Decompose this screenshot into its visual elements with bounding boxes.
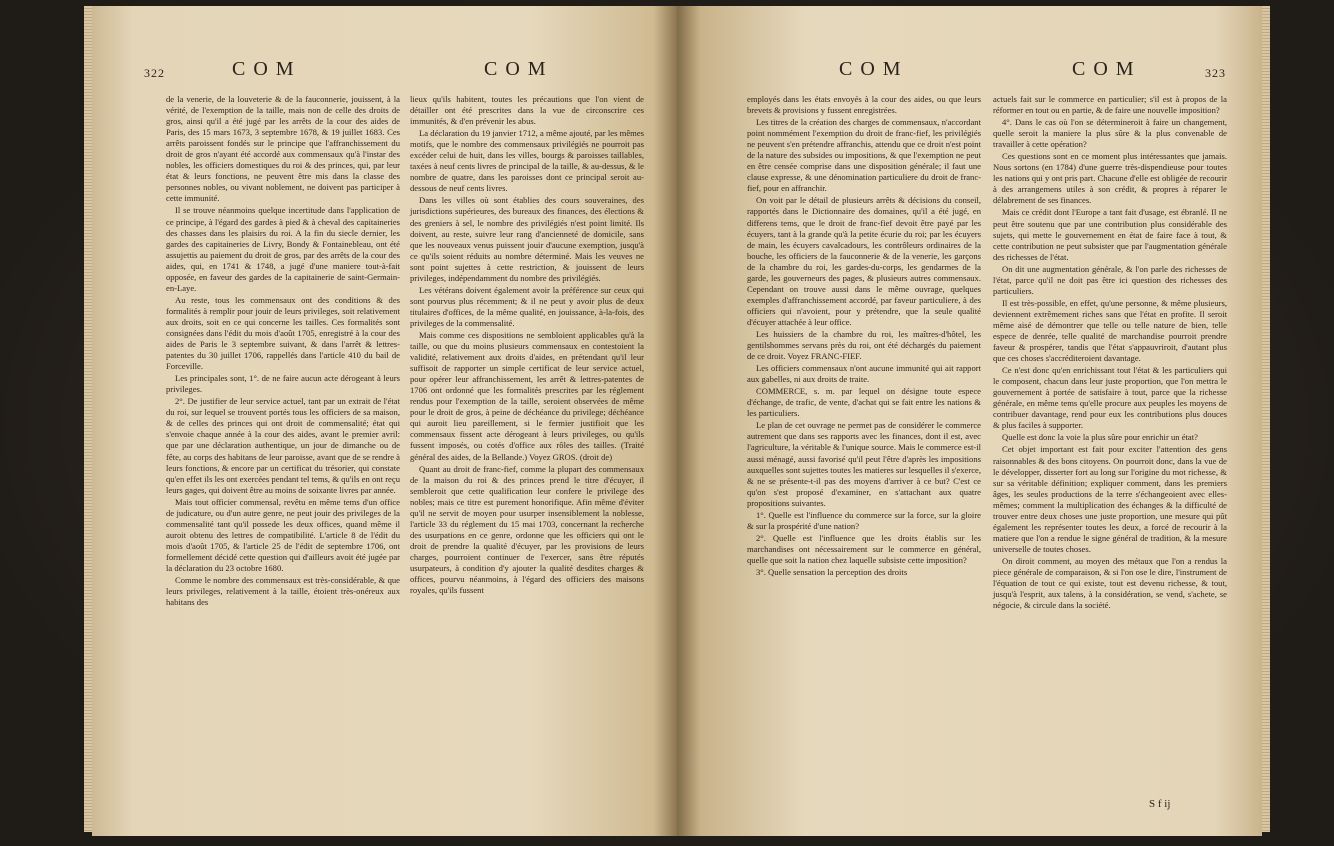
right-column-1 (747, 94, 981, 579)
right-page (677, 6, 1262, 836)
paragraph: employés dans les états envoyés à la cour des aides, ou que leurs brevets & provisions y fussent enregistrées. (747, 94, 981, 116)
right-fore-edge (1262, 6, 1270, 832)
paragraph: 3°. Quelle sensation la perception des droits (756, 566, 908, 577)
paragraph: COMMERCE, s. m. par lequel on désigne toute espece d'échange, de trafic, de vente, d'achat qui se fait entre les nations & les particuliers. (747, 386, 981, 419)
paragraph: 2°. De justifier de leur service actuel, tant par un extrait de l'état du roi, sur lequel se trouvent portés tous les officiers de sa maison, & de celles des princes qui ont droit de commensalité; état qui s'envoie chaque année à la cour des aides, avant le premier avril: que par une déclaration authentique, un jour de dimanche ou de fête, au corps des habitans de leur paroisse, avant que de se rendre à leurs fonctions, & encore par un certificat du trésorier, qui constate qu'en effet ils les ont exercées pendant tel tems, & qu'ils en ont reçu leurs gages, qui doivent être au moins de soixante livres par année. (166, 396, 400, 495)
right-running-head: COM (1072, 58, 1142, 80)
paragraph: Il se trouve néanmoins quelque incertitude dans l'application de ce principe, à l'égard des gardes à pied & à cheval des capitaineries des chasses dans les plaisirs du roi. A la fin du siecle dernier, les gardes des capitaineries de Livry, Bondy & Fontainebleau, ont été assujettis au paiement du droit de gros, par des arrêts de la cour des aides, qui, en 1741 & 1748, a jugé d'une maniere tout-à-fait opposée, en faveur des gardes de la capitainerie de saint-Germain-en-Laye. (166, 205, 400, 293)
paragraph: Ces questions sont en ce moment plus intéressantes que jamais. Nous sortons (en 1784) d'une guerre très-dispendieuse pour toutes les nations qui y ont pris part. Chacune d'elle est obligée de recourir à des arrangemens utiles à son crédit, & propres à réparer le délabrement de ses finances. (993, 151, 1227, 206)
paragraph: Les huissiers de la chambre du roi, les maîtres-d'hôtel, les gentilshommes servans près du roi, ont été déchargés du paiement de ce droit. Voyez FRANC-FIEF. (747, 328, 981, 362)
right-running-head-left: COM (839, 58, 909, 80)
paragraph: Quelle est donc la voie la plus sûre pour enrichir un état? (1002, 432, 1198, 443)
paragraph: Les officiers commensaux n'ont aucune immunité qui ait rapport aux gabelles, ni aux droits de traite. (747, 363, 981, 385)
left-running-head-right: COM (484, 58, 554, 80)
paragraph: Dans les villes où sont établies des cours souveraines, des jurisdictions supérieures, des bureaux des finances, des élections & des greniers à sel, le nombre des privilégiés n'est point limité. Ils doivent, au reste, suivre leur rang d'ancienneté de domicile, sans que les nouveaux venus puissent jouir d'aucune exemption, jusqu'à ce qu'ils soient réduits au nombre déterminé. Mais les veuves ne sont point sujettes à cette restriction, & jouissent de leurs privileges, indépendamment du nombre des privilégiés. (410, 195, 644, 283)
paragraph: lieux qu'ils habitent, toutes les précautions que l'on vient de détailler ont été prescrites dans la vue de circonscrire ces immunités, & d'en prévenir les abus. (410, 94, 644, 127)
left-page (92, 6, 677, 836)
paragraph: 4°. Dans le cas où l'on se détermineroit à faire un changement, quelle seroit la maniere la plus sûre & la plus convenable de travailler à cette opération? (993, 117, 1227, 150)
paragraph: On dit une augmentation générale, & l'on parle des richesses de l'état, parce qu'il ne doit pas être ici question des richesses des particuliers. (993, 263, 1227, 296)
right-column-2 (993, 94, 1227, 612)
paragraph: 2°. Quelle est l'influence que les droits établis sur les marchandises ont nécessairement sur le commerce en général, quelle que soit la nation chez laquelle subsiste cette imposition? (747, 532, 981, 565)
paragraph: Il est très-possible, en effet, qu'une personne, & même plusieurs, deviennent extrêmement riches sans que l'état en profite. Il seroit même aisé de démontrer que telle ou telle nature de bien, telle espece de denrée, telle qualité de marchandise pourroit prendre faveur & prospérer, tandis que l'état s'appauvriroit, d'autant plus que ces choses s'accréditeroient davantage. (993, 297, 1227, 364)
paragraph: Au reste, tous les commensaux ont des conditions & des formalités à remplir pour jouir de leurs privileges, soit relativement aux droits, soit en ce qui concerne les tailles. Ces formalités sont consignées dans l'édit du mois d'août 1705, enregistré à la cour des aides de Paris le 3 septembre suivant, & dans l'arrêt & lettres-patentes du 30 juillet 1706, rappellés dans l'article 410 du bail de Forceville. (166, 294, 400, 372)
paragraph: Mais comme ces dispositions ne sembloient applicables qu'à la taille, ou que du moins plusieurs commensaux en contestoient la validité, relativement aux droits d'aides, en prétendant qu'il leur suffisoit de rapporter un simple certificat de leur service actuel, pour opérer leur affranchissement, les arrêt & lettres-patentes de 1706 ont ordonné que les formalités prescrites par les réglement rendus pour l'exemption de la taille, seroient observées de même pour le droit de gros, à peine de déchéance du privilege; déchéance qui auroit lieu pareillement, si le fermier justifioit que les commensaux fissent acte dérogeant à leurs privileges, ou qu'ils fussent imposés, ou cotés d'office aux rôles des tailles. (Traité général des aides, de la Bellande.) Voyez GROS. (droit de) (410, 329, 644, 462)
paragraph: Cet objet important est fait pour exciter l'attention des gens raisonnables & des bons citoyens. On pourroit donc, dans la vue de le développer, disserter fort au long sur l'origine du mot richesse, & sur sa véritable définition; expliquer comment, dans les premiers âges, les seules productions de la terre s'échangeoient avec elles-mêmes; comment la multiplication des échanges & la difficulté de trouver entre deux choses une juste proportion, une mesure qui pût également les représenter toutes les deux, a forcé de recourir à la matiere que l'on a rendue le signe général de tradition, & la mesure universelle de toutes choses. (993, 444, 1227, 554)
paragraph: 1°. Quelle est l'influence du commerce sur la force, sur la gloire & sur la prospérité d'une nation? (747, 509, 981, 531)
paragraph: Les principales sont, 1°. de ne faire aucun acte dérogeant à leurs privileges. (166, 373, 400, 395)
paragraph: Le plan de cet ouvrage ne permet pas de considérer le commerce autrement que dans ses rapports avec les finances, dont il est, avec l'agriculture, la véritable & l'unique source. Mais le commerce est-il aussi ménagé, aussi favorisé qu'il peut l'être d'après les impositions auxquelles sont sujettes toutes les matieres sur lesquelles il s'exerce, & ne se présente-t-il pas des moyens d'arriver à ce but? C'est ce qu'on s'est proposé d'examiner, en s'attachant aux quatre propositions suivantes. (747, 420, 981, 508)
left-column-1 (166, 94, 400, 609)
open-book (92, 6, 1262, 836)
signature-mark: S f ij (1149, 798, 1171, 810)
paragraph: Les titres de la création des charges de commensaux, n'accordant point nommément l'exemption du droit de franc-fief, les privilégiés ne peuvent s'en prétendre affranchis, attendu que ce droit n'est point de la nature des subsides ou impositions, & que l'exemption ne peut en être censée comprise dans une disposition générale; il faut une clause expresse, & une dénomination particuliere du droit de franc-fief, pour en affranchir. (747, 117, 981, 194)
paragraph: Mais tout officier commensal, revêtu en même tems d'un office de judicature, ou d'un autre genre, ne peut jouir des privileges de la commensalité tant qu'il possede les deux offices, quand même il auroit obtenu des lettres de compatibilité. L'article 8 de l'édit du mois d'août 1705, & l'article 25 de l'édit de septembre 1706, ont formellement décidé cette question qui d'ailleurs avoit été jugée par la déclaration du 23 octobre 1680. (166, 496, 400, 573)
left-column-2 (410, 94, 644, 597)
paragraph: Ce n'est donc qu'en enrichissant tout l'état & les particuliers qui le composent, chacun dans leur juste proportion, que l'on mettra le gouvernement à portée de satisfaire à tout, parce que la richesse générale, en même tems qu'elle procure aux peuples les moyens de contribuer davantage, rend pour eux les contributions plus douces & plus faciles à supporter. (993, 365, 1227, 431)
left-fore-edge (84, 6, 92, 832)
paragraph: Mais ce crédit dont l'Europe a tant fait d'usage, est ébranlé. Il ne peut être soutenu que par une contribution plus considérable des sujets, qui mette le gouvernement en état de faire face à tout, & cette contribution ne peut subsister que par l'augmentation générale des richesses de l'état. (993, 207, 1227, 262)
left-running-head: COM (232, 58, 302, 80)
paragraph: actuels fait sur le commerce en particulier; s'il est à propos de la réformer en tout ou en partie, & de faire une nouvelle imposition? (993, 94, 1227, 116)
left-page-number: 322 (144, 66, 165, 80)
paragraph: On voit par le détail de plusieurs arrêts & décisions du conseil, rapportés dans le Dictionnaire des domaines, qu'il a été jugé, en differens tems, que le droit de franc-fief devoit être payé par les écuyers, tant à la grande qu'à la petite écurie du roi; par les écuyers de main, les écuyers cavalcadours, les contrôleurs ordinaires de la bouche, les officiers de la fauconnerie & de la venerie, les garçons de la chambre du roi, les gardes-du-corps, les gendarmes de la garde, les gouverneurs des pages, & plusieurs autres commensaux. Cependant on trouve aussi dans le même ouvrage, quelques exemples d'affranchissement accordé, par faveur particuliere, à des officiers qui n'avoient, pour y prétendre, que la seule qualité d'écuyer attachée à leur office. (747, 195, 981, 327)
paragraph: La déclaration du 19 janvier 1712, a même ajouté, par les mêmes motifs, que le nombre des commensaux privilégiés ne pourroit pas excéder celui de huit, dans les villes, bourgs & paroisses taillables, taxées à neuf cents livres de principal de la taille, & au-dessus, & le nombre de quatre, dans les paroisses dont ce principal seroit au-dessous de neuf cents livres. (410, 128, 644, 194)
paragraph: On diroit comment, au moyen des métaux que l'on a rendus la piece générale de comparaison, & si l'on ose le dire, l'instrument de l'équation de tout ce qui existe, tout est devenu richesse, & tout, jusqu'à l'esprit, aux talens, à la considération, se vend, s'achete, se négocie, & circule dans la société. (993, 555, 1227, 611)
right-page-number: 323 (1205, 66, 1226, 80)
paragraph: de la venerie, de la louveterie & de la fauconnerie, jouissent, à la vérité, de l'exemption de la taille, mais non de celle des droits de gros, ainsi qu'il a été jugé par les arrêts de la cour des aides de Paris, des 15 mars 1673, 3 septembre 1678, & 19 juillet 1683. Ces arrêts paroissent fondés sur le principe que l'affranchissement du droit de gros n'ayant été accordé aux commensaux qu'à l'instar des nobles, les officiers domestiques du roi & des princes, qui, par leur état & leurs fonctions, ne peuvent être mis dans la classe des personnes nobles, ou vivant noblement, ne doivent pas participer à cette immunité. (166, 94, 400, 204)
paragraph: Comme le nombre des commensaux est très-considérable, & que leurs privileges, relativement à la taille, étoient très-onéreux aux habitans des (166, 575, 400, 608)
paragraph: Les vétérans doivent également avoir la préférence sur ceux qui sont pourvus plus récemment; & il ne peut y avoir plus de deux titulaires d'offices, de la même qualité, en jouissance, à-la-fois, des privileges de la commensalité. (410, 284, 644, 328)
paragraph: Quant au droit de franc-fief, comme la plupart des commensaux de la maison du roi & des princes prend le titre d'écuyer, il sembleroit que cette qualification leur confere le privilege des nobles; mais ce titre est purement honorifique. Afin même d'éviter qu'il ne servit de moyen pour usurper insensiblement la noblesse, l'article 33 du réglement du 15 mai 1703, concernant la recherche des usurpations en ce genre, ordonne que les officiers qui ont le droit de prendre la qualité d'écuyer, par les provisions de leurs charges, pourroient continuer de l'exercer, sans être réputés usurpateurs, à condition d'y ajouter la qualité desdites charges & offices, pourvu néanmoins, à l'égard des officiers des maisons royales, qu'ils fussent (410, 463, 644, 596)
